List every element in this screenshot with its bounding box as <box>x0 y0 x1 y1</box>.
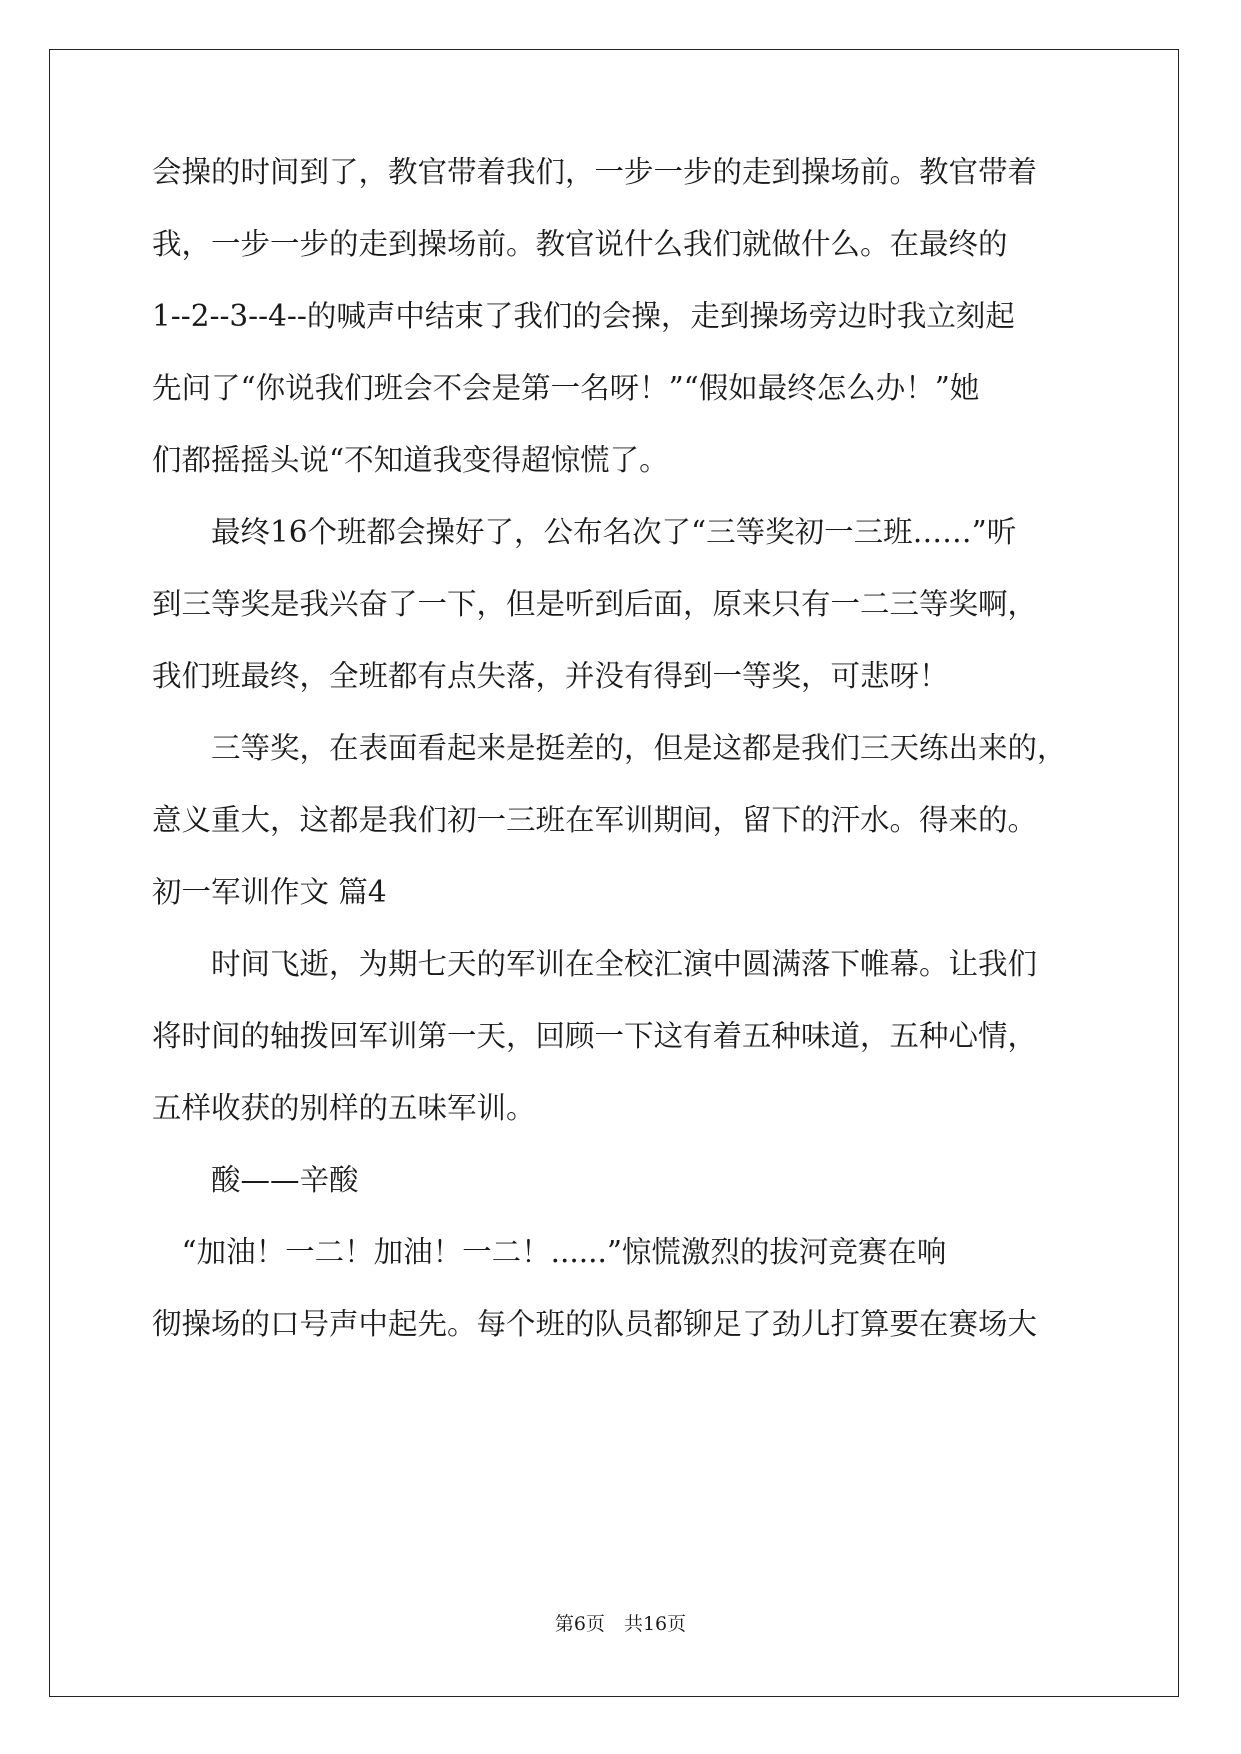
text-line-8: 我们班最终，全班都有点失落，并没有得到一等奖，可悲呀！ <box>152 659 949 693</box>
text-line-2: 我，一步一步的走到操场前。教官说什么我们就做什么。在最终的 <box>152 227 1008 261</box>
text-line-12: 时间飞逝，为期七天的军训在全校汇演中圆满落下帷幕。让我们 <box>152 947 1038 981</box>
text-line-10: 意义重大，这都是我们初一三班在军训期间，留下的汗水。得来的。 <box>152 803 1038 837</box>
text-line-5: 们都摇摇头说“不知道我变得超惊慌了。 <box>152 443 669 477</box>
text-line-16: “加油！一二！加油！一二！......”惊慌激烈的拔河竞赛在响 <box>152 1235 947 1269</box>
text-line-17: 彻操场的口号声中起先。每个班的队员都铆足了劲儿打算要在赛场大 <box>152 1307 1038 1341</box>
text-line-9: 三等奖，在表面看起来是挺差的，但是这都是我们三天练出来的， <box>152 731 1067 765</box>
text-line-13: 将时间的轴拨回军训第一天，回顾一下这有着五种味道，五种心情， <box>152 1019 1038 1053</box>
text-line-4: 先问了“你说我们班会不会是第一名呀！”“假如最终怎么办！”她 <box>152 371 980 405</box>
text-line-6: 最终16个班都会操好了，公布名次了“三等奖初一三班……”听 <box>152 515 1017 549</box>
text-line-15: 酸——辛酸 <box>152 1163 359 1197</box>
text-line-1: 会操的时间到了，教官带着我们，一步一步的走到操场前。教官带着 <box>152 155 1038 189</box>
text-line-7: 到三等奖是我兴奋了一下，但是听到后面，原来只有一二三等奖啊， <box>152 587 1038 621</box>
text-line-14: 五样收获的别样的五味军训。 <box>152 1091 536 1125</box>
text-line-3: 1--2--3--4--的喊声中结束了我们的会操，走到操场旁边时我立刻起 <box>152 299 1015 333</box>
page-footer: 第6页 共16页 <box>554 1613 687 1635</box>
section-heading: 初一军训作文 篇4 <box>152 875 387 909</box>
